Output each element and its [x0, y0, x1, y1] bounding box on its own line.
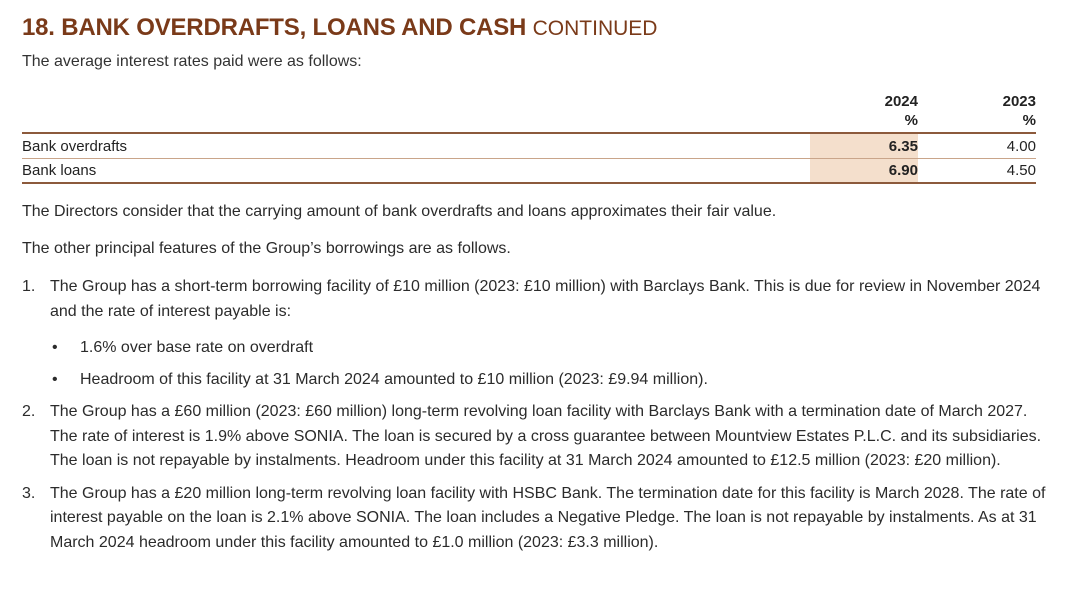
list-item — [22, 482, 1052, 556]
row-label: Bank overdrafts — [22, 138, 128, 155]
header-year: 2023 — [1002, 93, 1036, 110]
section-title: 18. BANK OVERDRAFTS, LOANS AND CASH — [22, 14, 527, 41]
intro-text: The average interest rates paid were as follows: — [22, 53, 362, 70]
bullet-item — [50, 336, 1052, 360]
borrowings-intro-paragraph: The other principal features of the Group’s borrowings are as follows. — [22, 240, 511, 257]
list-item — [22, 275, 1052, 392]
bullet-item — [50, 368, 1052, 392]
section-heading — [22, 14, 657, 42]
interest-rate-table — [22, 92, 1036, 179]
bullet-list — [50, 336, 1052, 392]
row-label: Bank loans — [22, 162, 97, 179]
header-2024 — [885, 92, 918, 130]
list-item — [22, 400, 1052, 474]
header-unit: % — [1022, 112, 1036, 129]
value-2023: 4.50 — [1006, 162, 1036, 179]
value-2024: 6.35 — [888, 138, 918, 155]
list-item-text: The Group has a short-term borrowing facility of £10 million (2023: £10 million) with Barclays Bank. This is due for review in November 2024 and the rate of interest payable is: — [50, 278, 1041, 320]
table-row — [22, 159, 1036, 183]
bullet-text: 1.6% over base rate on overdraft — [80, 339, 314, 356]
header-unit: % — [904, 112, 918, 129]
value-2023: 4.00 — [1006, 138, 1036, 155]
table-rule-bottom — [22, 182, 1036, 184]
list-number: 2. — [22, 403, 36, 420]
header-year: 2024 — [884, 93, 918, 110]
bullet-icon: • — [52, 339, 58, 356]
value-2024: 6.90 — [888, 162, 918, 179]
bullet-icon: • — [52, 371, 58, 388]
list-item-text: The Group has a £20 million long-term revolving loan facility with HSBC Bank. The termination date for this facility is March 2028. The rate of interest payable on the loan is 2.1% above SONIA. The loan includes a Negative Pledge. The loan is not repayable by instalments. As at 31 March 2024 headroom under this facility amounted to £1.0 million (2023: £3.3 million). — [50, 484, 1046, 551]
table-row — [22, 135, 1036, 159]
fair-value-paragraph: The Directors consider that the carrying amount of bank overdrafts and loans approximates their fair value. — [22, 203, 777, 220]
list-number: 1. — [22, 278, 36, 295]
list-item-text: The Group has a £60 million (2023: £60 million) long-term revolving loan facility with Barclays Bank with a termination date of March 2027. The rate of interest is 1.9% above SONIA. The loan is secured by a cross guarantee between Mountview Estates P.L.C. and its subsidiaries. The loan is not repayable by instalments. Headroom under this facility at 31 March 2024 amounted to £12.5 million (2023: £20 million). — [50, 403, 1042, 469]
list-number: 3. — [22, 484, 36, 502]
bullet-text: Headroom of this facility at 31 March 2024 amounted to £10 million (2023: £9.94 million). — [80, 371, 708, 388]
header-2023 — [1003, 92, 1036, 130]
continued-label: CONTINUED — [532, 17, 658, 40]
table-header — [22, 92, 1036, 132]
borrowings-list — [22, 275, 1052, 555]
table-rule-top — [22, 132, 1036, 134]
